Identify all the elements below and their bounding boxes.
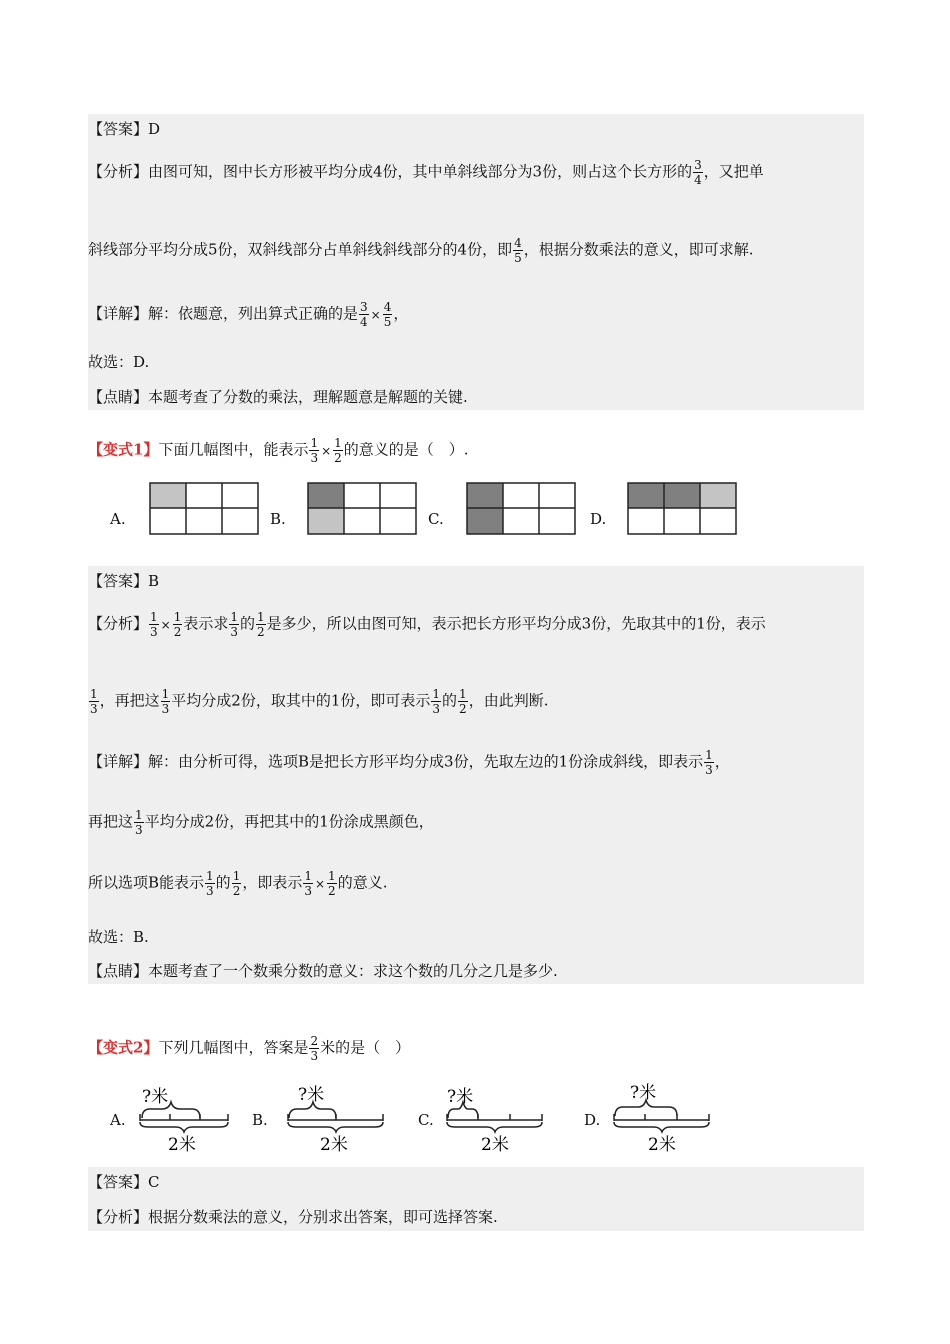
- option-b-label: B.: [252, 1111, 268, 1129]
- fraction-1-2: $\frac{1}{2}$: [232, 869, 241, 898]
- fraction-2-3: $\frac{2}{3}$: [310, 1034, 319, 1063]
- variant-1-point: 【点睛】本题考查了一个数乘分数的意义：求这个数的几分之几是多少.: [88, 962, 558, 980]
- fraction-3-4: $\frac{3}{4}$: [694, 158, 702, 187]
- segment-bottom-label: 2米: [320, 1135, 348, 1154]
- grid-cell-shaded: [150, 483, 186, 508]
- option-d-label: D.: [590, 510, 607, 528]
- fraction-1-2: $\frac{1}{2}$: [328, 869, 336, 898]
- fraction-3-4: $\frac{3}{4}$: [360, 300, 368, 329]
- variant-1-choose: 故选：B.: [88, 928, 149, 946]
- example-analysis-line-1: 【分析】由图可知，图中长方形被平均分成4份，其中单斜线部分为3份，则占这个长方形的 $\frac{3}{4}$ ，又把单: [88, 158, 764, 187]
- fraction-1-3: $\frac{1}{3}$: [230, 610, 239, 639]
- option-b-grid[interactable]: [307, 482, 417, 535]
- fraction-1-3: $\frac{1}{3}$: [310, 436, 319, 465]
- fraction-1-3: $\frac{1}{3}$: [304, 869, 312, 898]
- option-c-label: C.: [428, 510, 444, 528]
- variant-1-answer: 【答案】B: [88, 572, 160, 590]
- segment-top-label: ?米: [298, 1085, 325, 1105]
- example-answer: 【答案】D: [88, 120, 161, 138]
- option-d-grid[interactable]: [627, 482, 737, 535]
- variant-1-detail-line-2: 再把这 $\frac{1}{3}$ 平均分成2份，再把其中的1份涂成黑颜色，: [88, 808, 434, 837]
- fraction-1-2: $\frac{1}{2}$: [459, 687, 467, 716]
- variant-1-detail-line-1: 【详解】解：由分析可得，选项B是把长方形平均分成3份，先取左边的1份涂成斜线，即表示 $\frac{1}{3}$ ，: [88, 748, 730, 777]
- option-b-label: B.: [270, 510, 286, 528]
- grid-cell-dark: [467, 483, 503, 508]
- option-c-label: C.: [418, 1111, 434, 1129]
- variant-1-analysis-line-1: 【分析】 $\frac{1}{3}$ × $\frac{1}{2}$ 表示求 $\frac{1}{3}$ 的 $\frac{1}{2}$ 是多少，所以由图可知，表示把长方形平均分成3份，先取其中的1份，表示: [88, 610, 766, 639]
- option-d-label: D.: [584, 1111, 601, 1129]
- variant-1-analysis-line-2: $\frac{1}{3}$ ，再把这 $\frac{1}{3}$ 平均分成2份，取其中的1份，即可表示 $\frac{1}{3}$ 的 $\frac{1}{2}$ ，由此判断.: [90, 687, 549, 716]
- fraction-4-5: $\frac{4}{5}$: [383, 300, 392, 329]
- option-c-grid[interactable]: [466, 482, 576, 535]
- fraction-1-3: $\frac{1}{3}$: [432, 687, 441, 716]
- bottom-brace: [614, 1122, 709, 1132]
- example-choose: 故选：D.: [88, 353, 150, 371]
- grid-cell-dark: [308, 483, 344, 508]
- fraction-1-2: $\frac{1}{2}$: [334, 436, 342, 465]
- bottom-brace: [288, 1122, 383, 1132]
- segment-bottom-label: 2米: [168, 1135, 196, 1154]
- segment-top-label: ?米: [447, 1087, 474, 1107]
- segment-top-label: ?米: [142, 1087, 169, 1107]
- segment-bottom-label: 2米: [648, 1135, 676, 1154]
- variant-2-analysis: 【分析】根据分数乘法的意义，分别求出答案，即可选择答案.: [88, 1208, 498, 1226]
- grid-cell-dark: [628, 483, 664, 508]
- option-a-grid[interactable]: [149, 482, 259, 535]
- fraction-1-2: $\frac{1}{2}$: [173, 610, 182, 639]
- fraction-1-3: $\frac{1}{3}$: [705, 748, 713, 777]
- example-detail: 【详解】解：依题意，列出算式正确的是 $\frac{3}{4}$ × $\frac{4}{5}$ ，: [88, 300, 409, 329]
- variant-2-answer: 【答案】C: [88, 1173, 160, 1191]
- variant-1-question: 【变式1】下面几幅图中，能表示 $\frac{1}{3}$ × $\frac{1}{2}$ 的意义的是（ ）.: [88, 436, 469, 465]
- fraction-1-3: $\frac{1}{3}$: [90, 687, 98, 716]
- fraction-1-3: $\frac{1}{3}$: [206, 869, 214, 898]
- option-d-segment-diagram[interactable]: [612, 1078, 712, 1154]
- example-point: 【点睛】本题考查了分数的乘法，理解题意是解题的关键.: [88, 388, 468, 406]
- fraction-1-2: $\frac{1}{2}$: [257, 610, 265, 639]
- bottom-brace: [140, 1122, 228, 1132]
- segment-top-label: ?米: [630, 1083, 657, 1103]
- fraction-1-3: $\frac{1}{3}$: [150, 610, 158, 639]
- option-a-label: A.: [110, 1111, 126, 1129]
- grid-cell-shaded: [308, 508, 344, 534]
- example-analysis-line-2: 斜线部分平均分成5份，双斜线部分占单斜线斜线部分的4份，即 $\frac{4}{5}$ ，根据分数乘法的意义，即可求解.: [88, 236, 754, 265]
- grid-cell-dark: [664, 483, 700, 508]
- grid-cell-dark: [467, 508, 503, 534]
- grid-cell-shaded: [700, 483, 736, 508]
- fraction-1-3: $\frac{1}{3}$: [161, 687, 170, 716]
- option-b-segment-diagram[interactable]: [286, 1080, 386, 1154]
- variant-2-question: 【变式2】下列几幅图中，答案是 $\frac{2}{3}$ 米的是（ ）: [88, 1034, 411, 1063]
- segment-bottom-label: 2米: [481, 1135, 509, 1154]
- option-c-segment-diagram[interactable]: [445, 1082, 545, 1154]
- option-a-label: A.: [110, 510, 126, 528]
- variant-1-detail-line-3: 所以选项B能表示 $\frac{1}{3}$ 的 $\frac{1}{2}$ ，即表示 $\frac{1}{3}$ × $\frac{1}{2}$ 的意义.: [88, 869, 388, 898]
- option-a-segment-diagram[interactable]: [138, 1082, 232, 1154]
- fraction-1-3: $\frac{1}{3}$: [135, 808, 143, 837]
- top-brace: [289, 1102, 336, 1118]
- fraction-4-5: $\frac{4}{5}$: [514, 236, 522, 265]
- bottom-brace: [447, 1122, 542, 1132]
